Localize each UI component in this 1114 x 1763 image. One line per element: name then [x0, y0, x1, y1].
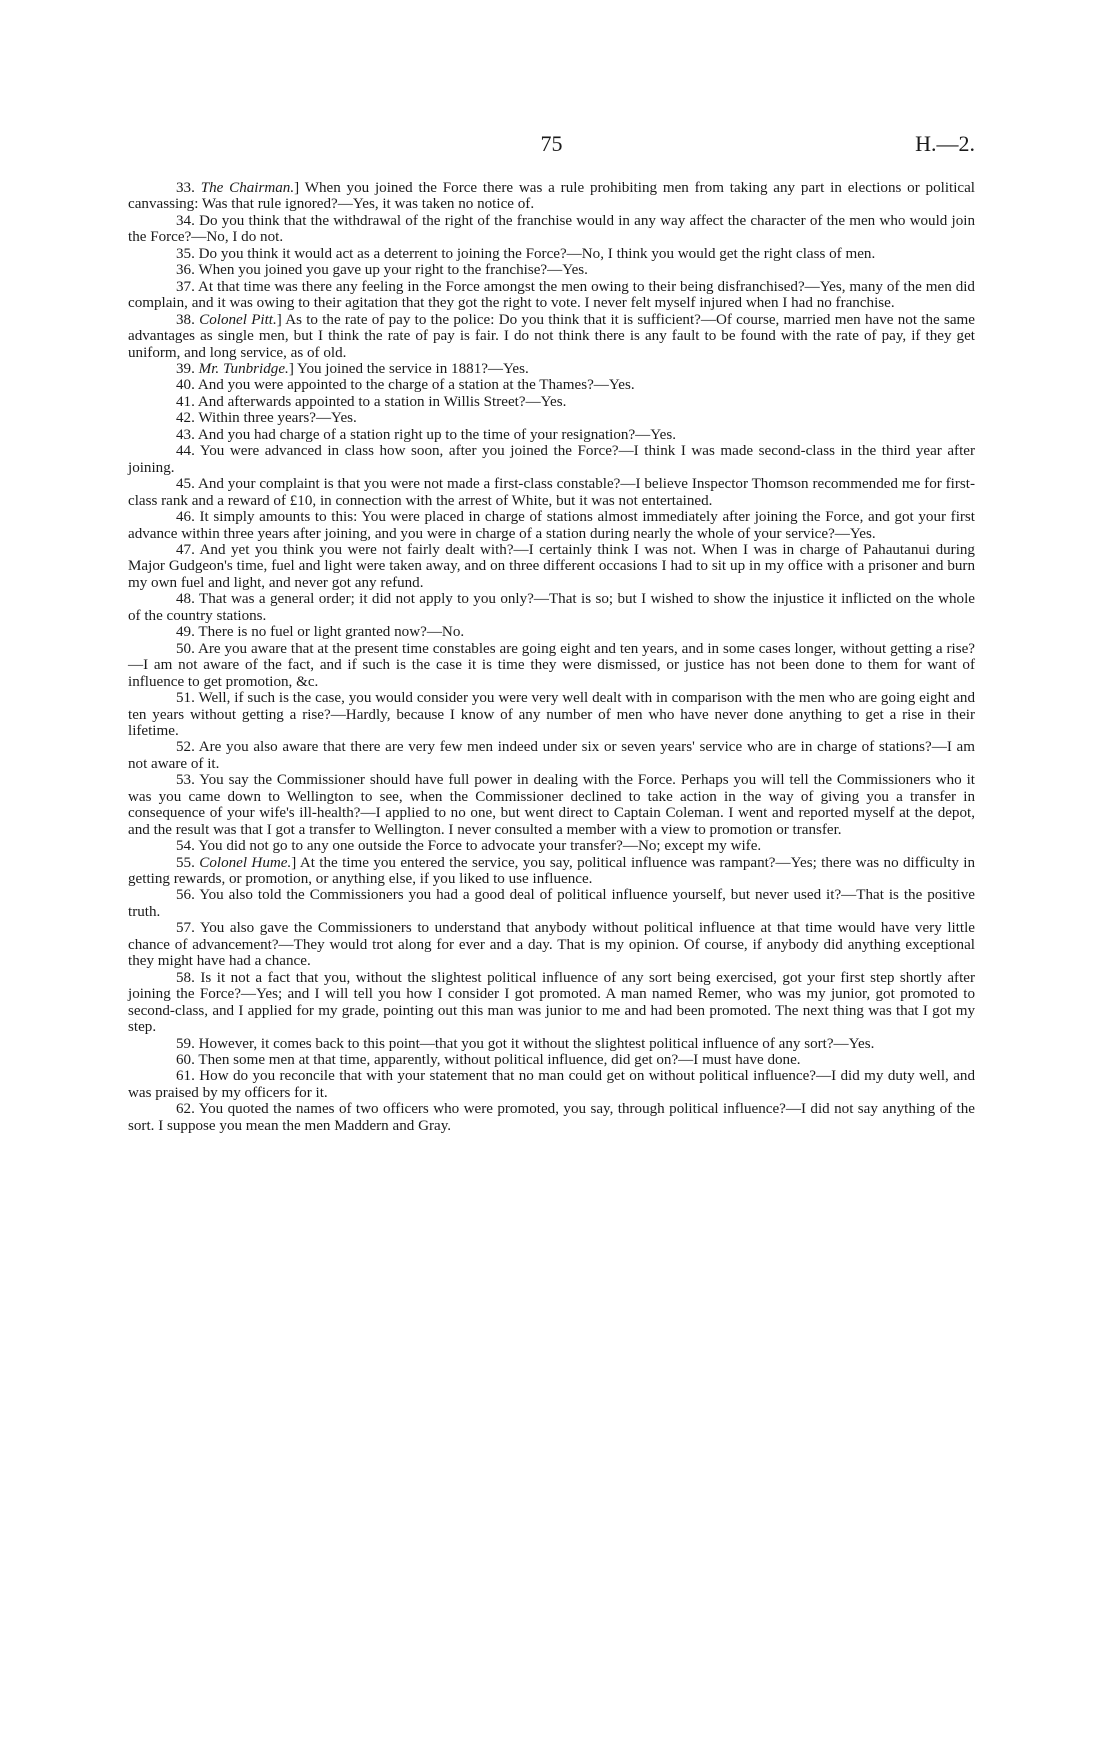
testimony-paragraph	[128, 213, 975, 246]
question-text: You also gave the Commissioners to understand that anybody without political influence at that time would have very little chance of advancement?—They would trot along for ever and a day. That is my opinion. Of course, if anybody did anything exceptional they might have had a chance.	[128, 920, 975, 970]
question-number: 39.	[176, 360, 195, 377]
question-text: Within three years?—Yes.	[198, 410, 357, 427]
question-text: How do you reconcile that with your statement that no man could get on without political influence?—I did my duty well, and was praised by my officers for it.	[128, 1068, 975, 1101]
speaker-name: Colonel Hume.	[199, 854, 292, 871]
question-text: There is no fuel or light granted now?—No.	[198, 624, 465, 641]
testimony-paragraph	[128, 855, 975, 888]
testimony-paragraph	[128, 1068, 975, 1101]
testimony-paragraph	[128, 838, 975, 854]
question-text: You quoted the names of two officers who were promoted, you say, through political influence?—I did not say anything of the sort. I suppose you mean the men Maddern and Gray.	[128, 1101, 975, 1134]
question-text: And yet you think you were not fairly dealt with?—I certainly think I was not. When I was in charge of Pahautanui during Major Gudgeon's time, fuel and light were taken away, and on three different occasions I had to sit up in my office with a prisoner and burn my own fuel and light, and never got any refund.	[128, 541, 975, 591]
question-number: 47.	[176, 541, 195, 558]
question-number: 57.	[176, 920, 195, 937]
testimony-paragraph	[128, 772, 975, 838]
question-text: Is it not a fact that you, without the slightest political influence of any sort being exercised, got your first step shortly after joining the Force?—Yes; and I will tell you how I consider I got promoted. A man named Remer, who was my junior, got promoted to second-class, and I applied for my grade, pointing out this man was junior to me and had been promoted. The next thing was that I got my step.	[128, 969, 975, 1036]
testimony-paragraph	[128, 641, 975, 690]
question-number: 55.	[176, 854, 195, 871]
question-number: 54.	[176, 838, 195, 855]
testimony-paragraph	[128, 262, 975, 278]
speaker-name: The Chairman.	[200, 180, 295, 196]
question-number: 40.	[176, 377, 195, 394]
question-number: 56.	[176, 887, 195, 904]
question-text: Do you think it would act as a deterrent to joining the Force?—No, I think you would get the right class of men.	[198, 245, 876, 262]
question-number: 51.	[176, 690, 195, 707]
question-number: 38.	[176, 311, 195, 328]
testimony-paragraph	[128, 476, 975, 509]
testimony-paragraph	[128, 394, 975, 410]
question-number: 34.	[176, 212, 195, 229]
document-reference: H.—2.	[915, 131, 975, 156]
question-text: That was a general order; it did not apply to you only?—That is so; but I wished to show the injustice it inflicted on the whole of the country stations.	[128, 591, 975, 624]
question-text: When you joined you gave up your right to the franchise?—Yes.	[198, 262, 588, 279]
testimony-paragraph	[128, 920, 975, 969]
testimony-paragraph	[128, 970, 975, 1036]
question-text: Well, if such is the case, you would consider you were very well dealt with in comparison with the men who are going eight and ten years without getting a rise?—Hardly, because I know of any number of men who have never done anything to get a rise in their lifetime.	[128, 690, 975, 739]
page-header	[128, 131, 975, 159]
speaker-name: Colonel Pitt.	[199, 311, 277, 328]
testimony-paragraph	[128, 361, 975, 377]
question-number: 45.	[176, 476, 195, 493]
question-number: 53.	[176, 772, 195, 789]
testimony-paragraph	[128, 279, 975, 312]
question-number: 46.	[176, 509, 195, 526]
testimony-paragraph	[128, 377, 975, 393]
question-text: Are you aware that at the present time constables are going eight and ten years, and in some cases longer, without getting a rise?—I am not aware of the fact, and if such is the case it is time they were dismissed, or justice has not been done to them for want of influence to get promotion, &c.	[128, 640, 975, 690]
page-number: 75	[540, 131, 563, 156]
question-number: 37.	[176, 278, 195, 295]
testimony-text	[128, 180, 975, 1134]
question-text: You say the Commissioner should have full power in dealing with the Force. Perhaps you will tell the Commissioners who it was you came down to Wellington to see, when the Commissioner declined to take action in the way of giving you a transfer in consequence of your wife's ill-health?—I applied to no one, but went direct to Captain Coleman. I went and reported myself at the depot, and the result was that I got a transfer to Wellington. I never consulted a member with a view to promotion or transfer.	[128, 772, 975, 838]
testimony-paragraph	[128, 887, 975, 920]
testimony-paragraph	[128, 443, 975, 476]
question-number: 52.	[176, 739, 195, 756]
question-number: 59.	[176, 1035, 195, 1052]
question-text: You also told the Commissioners you had a good deal of political influence yourself, but never used it?—That is the positive truth.	[128, 887, 975, 920]
question-number: 35.	[176, 245, 195, 262]
testimony-paragraph	[128, 739, 975, 772]
question-text: And you had charge of a station right up to the time of your resignation?—Yes.	[197, 426, 676, 443]
testimony-paragraph	[128, 690, 975, 739]
question-text: ] When you joined the Force there was a rule prohibiting men from taking any part in elections or political canvassing: Was that rule ignored?—Yes, it was taken no notice of.	[128, 180, 976, 213]
question-text: Do you think that the withdrawal of the right of the franchise would in any way affect the character of the men who would join the Force?—No, I do not.	[128, 212, 976, 246]
testimony-paragraph	[128, 427, 975, 443]
question-text: However, it comes back to this point—that you got it without the slightest political influence of any sort?—Yes.	[198, 1035, 875, 1052]
testimony-paragraph	[128, 542, 975, 591]
question-text: It simply amounts to this: You were placed in charge of stations almost immediately after joining the Force, and got your first advance within three years after joining, and you were in charge of a station during nearly the whole of your service?—Yes.	[128, 509, 975, 542]
testimony-paragraph	[128, 1052, 975, 1068]
question-text: You were advanced in class how soon, after you joined the Force?—I think I was made second-class in the third year after joining.	[128, 443, 975, 476]
question-number: 50.	[176, 640, 195, 657]
speaker-name: Mr. Tunbridge.	[198, 360, 289, 377]
testimony-paragraph	[128, 1036, 975, 1052]
question-text: ] As to the rate of pay to the police: Do you think that it is sufficient?—Of course, married men have not the same advantages as single men, but I think the rate of pay is fair. I do not think there is any fault to be found with the rate of pay, if they get uniform, and long service, as of old.	[128, 311, 975, 361]
question-number: 44.	[176, 443, 195, 460]
testimony-paragraph	[128, 509, 975, 542]
question-text: ] At the time you entered the service, you say, political influence was rampant?—Yes; there was no difficulty in getting rewards, or promotion, or anything else, if you liked to use influence.	[128, 854, 976, 888]
question-text: Then some men at that time, apparently, without political influence, did get on?—I must have done.	[198, 1052, 801, 1069]
question-text: At that time was there any feeling in the Force amongst the men owing to their being disfranchised?—Yes, many of the men did complain, and it was owing to their agitation that they got the right to vote. I never felt myself injured when I had no franchise.	[128, 278, 975, 312]
question-number: 62.	[176, 1101, 195, 1118]
testimony-paragraph	[128, 180, 975, 213]
testimony-paragraph	[128, 312, 975, 361]
testimony-paragraph	[128, 591, 975, 624]
question-text: You did not go to any one outside the Force to advocate your transfer?—No; except my wife.	[198, 838, 762, 855]
question-number: 43.	[176, 426, 195, 443]
question-number: 58.	[176, 969, 195, 986]
question-number: 61.	[176, 1068, 195, 1085]
question-text: And you were appointed to the charge of a station at the Thames?—Yes.	[197, 377, 635, 394]
question-number: 48.	[176, 591, 195, 608]
testimony-paragraph	[128, 1101, 975, 1134]
question-number: 60.	[176, 1052, 195, 1069]
question-number: 49.	[176, 624, 195, 641]
question-text: And afterwards appointed to a station in Willis Street?—Yes.	[197, 393, 567, 410]
question-number: 36.	[176, 262, 195, 279]
testimony-paragraph	[128, 246, 975, 262]
question-text: Are you also aware that there are very few men indeed under six or seven years' service who are in charge of stations?—I am not aware of it.	[128, 739, 975, 772]
question-number: 41.	[176, 393, 195, 410]
question-number: 33.	[176, 180, 195, 196]
testimony-paragraph	[128, 410, 975, 426]
question-number: 42.	[176, 410, 195, 427]
question-text: ] You joined the service in 1881?—Yes.	[288, 360, 529, 377]
testimony-paragraph	[128, 624, 975, 640]
question-text: And your complaint is that you were not made a first-class constable?—I believe Inspector Thomson recommended me for first-class rank and a reward of £10, in connection with the arrest of White, but it was not entertained.	[128, 476, 976, 509]
